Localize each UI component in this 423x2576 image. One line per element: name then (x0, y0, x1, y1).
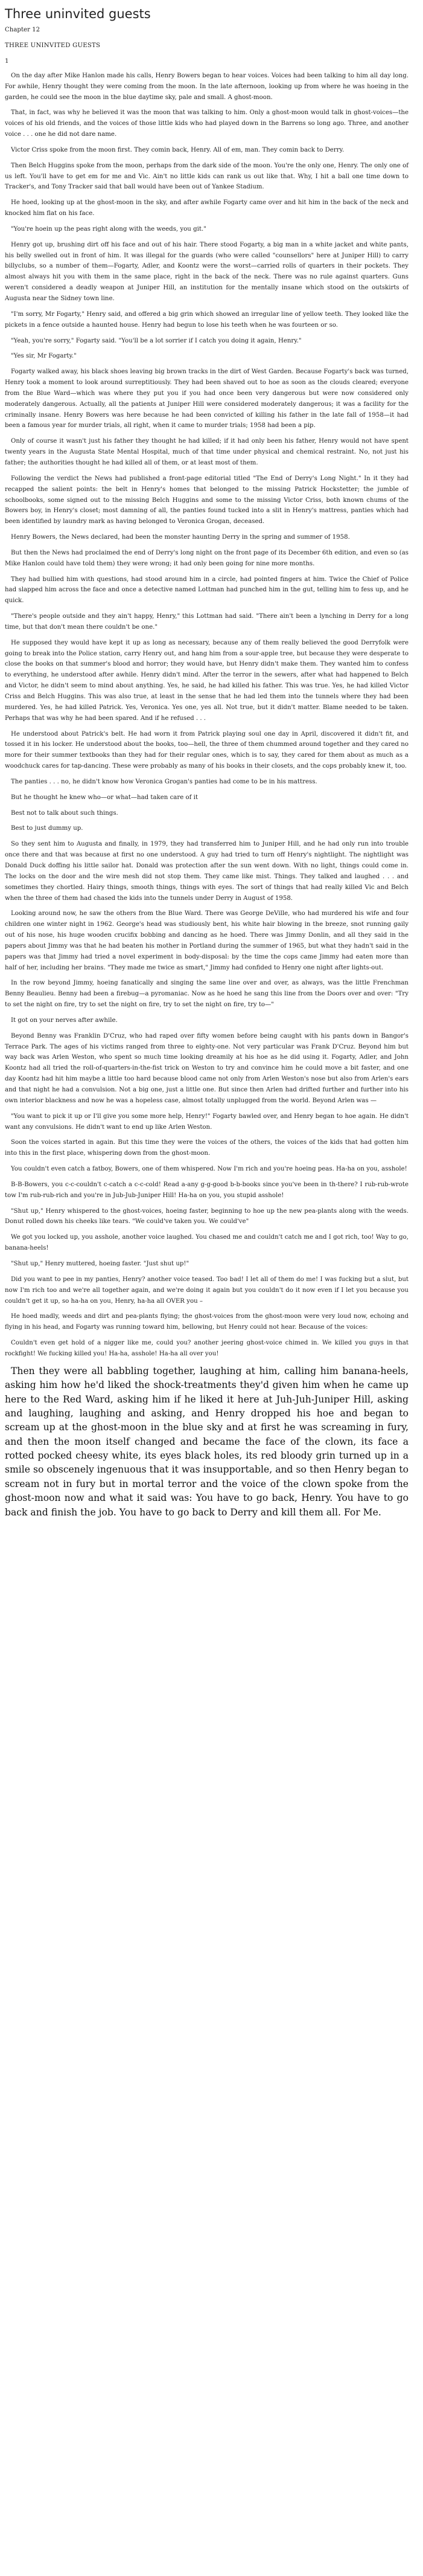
paragraph: "I'm sorry, Mr Fogarty," Henry said, and offered a big grin which showed an irregular line of yellow teeth. They looked like the pickets in a fence outside a haunted house. Henry had begun to lose his teeth when he was fourteen or so. (5, 310, 409, 329)
paragraph: But then the News had proclaimed the end of Derry's long night on the front page of its December 6th edition, and even so (as Mike Hanlon could have told them) they were wrong; it had only been going for nine more months. (5, 549, 409, 567)
paragraph: Following the verdict the News had published a front-page editorial titled "The End of Derry's Long Night." In it they had recapped the salient points: the belt in Henry's homes that belonged to the missing Patrick Hockstetter; the jumble of schoolbooks, some signed out to the missing Belch Huggins and some to the missing Victor Criss, both known chums of the Bowers boy, in Henry's closet; most damning of all, the panties found tucked into a slit in Henry's mattress, panties which had been identified by laundry mark as having belonged to Veronica Grogan, deceased. (5, 475, 409, 525)
paragraph: Fogarty walked away, his black shoes leaving big brown tracks in the dirt of West Garden. Because Fogarty's back was turned, Henry took a moment to look around surreptitiously. They had been shaved out to hoe as soon as the clouds cleared; everyone from the Blue Ward—which was where they put you if you had once been very dangerous but were now considered only moderately dangerous. Actually, all the patients at Juniper Hill were considered moderately dangerous; it was a facility for the criminally insane. Henry Bowers was here because he had been convicted of killing his father in the late fall of 1958—it had been a famous year for murder trials, all right, when it came to murder trials; 1958 had been a pip. (5, 368, 409, 429)
paragraph: But he thought he knew who—or what—had taken care of it (11, 794, 198, 801)
paragraph: Soon the voices started in again. But this time they were the voices of the others, the voices of the kids that had gotten him into this in the first place, whispering down from the ghost-moon. (5, 1139, 409, 1157)
chapter-label: Chapter 12 (5, 27, 40, 34)
paragraph: B-B-Bowers, you c-c-couldn't c-catch a c-c-cold! Read a-any g-g-good b-b-books since you've been in th-there? I rub-rub-wrote tow I'm rub-rub-rich and you're in Jub-Jub-Juniper Hill! Ha-ha on you, you stupid asshole! (5, 1181, 409, 1199)
paragraph: "Shut up," Henry muttered, hoeing faster. "Just shut up!" (11, 1260, 189, 1267)
page-title: Three uninvited guests (5, 7, 151, 21)
paragraph: He hoed madly, weeds and dirt and pea-plants flying; the ghost-voices from the ghost-moon were very loud now, echoing and flying in his head, and Fogarty was running toward him, bellowing, but Henry could not hear. Because of the voices: (5, 1313, 409, 1331)
final-paragraph: Then they were all babbling together, laughing at him, calling him banana-heels, asking him how he'd liked the shock-treatments they'd given him when he came up here to the Red Ward, asking him if he liked it here at Juh-Juh-Juniper Hill, asking and laughing, laughing and asking, and Henry dropped his hoe and began to scream up at the ghost-moon in the blue sky and at first he was screaming in fury, and then the moon itself changed and became the face of the clown, its face a rotted pocked cheesy white, its eyes black holes, its red bloody grin turned up in a smile so obscenely ingenuous that it was insupportable, and so then Henry began to scream not in fury but in mortal terror and the voice of the clown spoke from the ghost-moon now and what it said was: You have to go back, Henry. You have to go back and finish the job. You have to go back to Derry and kill them all. For Me. (5, 1365, 409, 1518)
paragraph: Looking around now, he saw the others from the Blue Ward. There was George DeVille, who had murdered his wife and four children one winter night in 1962. George's head was studiously bent, his white hair blowing in the breeze, snot running gaily out of his nose, his huge wooden crucifix bobbing and dancing as he hoed. There was Jimmy Donlin, and all they said in the papers about Jimmy was that he had beaten his mother in Portland during the summer of 1965, but what they hadn't said in the papers was that Jimmy had tried a novel experiment in body-disposal: by the time the cops came Jimmy had eaten more than half of her, including her brains. "They made me twice as smart," Jimmy had confided to Henry one night after lights-out. (5, 910, 409, 971)
paragraph: Best to just dummy up. (11, 825, 83, 832)
paragraph: They had bullied him with questions, had stood around him in a circle, had pointed fingers at him. Twice the Chief of Police had slapped him across the face and once a detective named Lottman had punched him in the gut, telling him to fess up, and he quick. (5, 576, 409, 605)
paragraph: Henry Bowers, the News declared, had been the monster haunting Derry in the spring and summer of 1958. (11, 534, 350, 541)
section-number: 1 (5, 57, 9, 65)
paragraph: "You want to pick it up or I'll give you some more help, Henry!" Fogarty bawled over, and Henry began to hoe again. He didn't want any convulsions. He didn't want to end up like Arlen Weston. (5, 1113, 409, 1131)
paragraph: Did you want to pee in my panties, Henry? another voice teased. Too bad! I let all of them do me! I was fucking but a slut, but now I'm rich too and we're all together again, and we're doing it again but you couldn't do it now even if I let you because you couldn't get it up, so ha-ha on you, Henry, ha-ha all OVER you – (5, 1276, 409, 1305)
paragraph: "There's people outside and they ain't happy, Henry," this Lottman had said. "There ain't been a lynching in Derry for a long time, but that don't mean there couldn't be one." (5, 613, 409, 631)
chapter-subheading: THREE UNINVITED GUESTS (5, 42, 101, 50)
paragraph: So they sent him to Augusta and finally, in 1979, they had transferred him to Juniper Hill, and he had only run into trouble once there and that was because at first no one understood. A guy had tried to turn off Henry's nightlight. The nightlight was Donald Duck doffing his little sailor hat. Donald was protection after the sun went down. With no light, things could come in. The locks on the door and the wire mesh did not stop them. They came like mist. Things. They talked and laughed . . . and sometimes they chortled. Hairy things, smooth things, things with eyes. The sort of things that had really killed Vic and Belch when the three of them had chased the kids into the tunnels under Derry in August of 1958. (5, 841, 409, 902)
paragraph: Henry got up, brushing dirt off his face and out of his hair. There stood Fogarty, a big man in a white jacket and white pants, his belly swelled out in front of him. It was illegal for the guards (who were called "counsellors" here at Juniper Hill) to carry billyclubs, so a number of them—Fogarty, Adler, and Koontz were the worst—carried rolls of quarters in their pockets. They almost always hit you with them in the same place, right in the back of the neck. There was no rule against quarters. Guns weren't considered a deadly weapon at Juniper Hill, an institution for the mentally insane which stood on the outskirts of Augusta near the Sidney town line. (5, 241, 409, 303)
paragraph: That, in fact, was why he believed it was the moon that was talking to him. Only a ghost-moon would talk in ghost-voices—the voices of his old friends, and the voices of those little kids who had played down in the Barrens so long ago. Three, and another voice . . . one he did not dare name. (5, 109, 409, 138)
paragraph: Only of course it wasn't just his father they thought he had killed; if it had only been his father, Henry would not have spent twenty years in the Augusta State Mental Hospital, much of that time under physical and chemical restraint. No, not just his father; the authorities thought he had killed all of them, or at least most of them. (5, 438, 409, 466)
body-text (5, 71, 409, 1360)
paragraph: He hoed, looking up at the ghost-moon in the sky, and after awhile Fogarty came over and hit him in the back of the neck and knocked him flat on his face. (5, 199, 409, 217)
paragraph: "Shut up," Henry whispered to the ghost-voices, hoeing faster, beginning to hoe up the new pea-plants along with the weeds. Donut rolled down his cheeks like tears. "We could've taken you. We could've" (5, 1207, 409, 1225)
paragraph: "You're hoein up the peas right along with the weeds, you git." (11, 225, 206, 233)
paragraph: He supposed they would have kept it up as long as necessary, because any of them really believed the good Derryfolk were going to break into the Police station, carry Henry out, and hang him from a sour-apple tree, but because they were desperate to close the books on that summer's blood and horror; they would have, but Henry didn't make them. They wanted him to confess to everything, he understood after awhile. Henry didn't mind. After the terror in the sewers, after what had happened to Belch and Victor, he didn't seem to mind about anything. Yes, he said, he had killed his father. This was true. Yes, he had killed Victor Criss and Belch Huggins. This was also true, at least in the sense that he had led them into the tunnels where they had been murdered. Yes, he had killed Patrick. Yes, Veronica. Yes one, yes all. Not true, but it didn't matter. Blame needed to be taken. Perhaps that was why he had been spared. And if he refused . . . (5, 639, 409, 722)
paragraph: In the row beyond Jimmy, hoeing fanatically and singing the same line over and over, as always, was the little Frenchman Benny Beaulieu. Benny had been a firebug—a pyromaniac. Now as he hoed he sang this line from the Doors over and over: "Try to set the night on fire, try to set the night on fire, try to set the night on fire, try to—" (5, 980, 409, 1009)
paragraph: Best not to talk about such things. (11, 809, 118, 817)
paragraph: Couldn't even get hold of a nigger like me, could you? another jeering ghost-voice chimed in. We killed you guys in that rockfight! We fucking killed you! Ha-ha, asshole! Ha-ha all over you! (5, 1340, 409, 1357)
paragraph: Victor Criss spoke from the moon first. They comin back, Henry. All of em, man. They comin back to Derry. (11, 146, 345, 153)
paragraph: Beyond Benny was Franklin D'Cruz, who had raped over fifty women before being caught with his pants down in Bangor's Terrace Park. The ages of his victims ranged from three to eighty-one. Not very particular was Frank D'Cruz. Beyond him but way back was Arlen Weston, who spent so much time looking dreamily at his hoe as he did using it. Fogarty, Adler, and John Koontz had all tried the roll-of-quarters-in-the-fist trick on Weston to try and convince him he could move a bit faster, and one day Koontz had hit him maybe a little too hard because blood came not only from Arlen Weston's nose but also from Arlen's ears and that night he had a convulsion. Not a big one, just a little one. But since then Arlen had drifted further and further into his own interior blackness and now he was a hopeless case, almost totally unplugged from the world. Beyond Arlen was — (5, 1032, 409, 1104)
paragraph: "Yes sir, Mr Fogarty." (11, 353, 77, 360)
paragraph: We got you locked up, you asshole, another voice laughed. You chased me and couldn't catch me and I got rich, too! Way to go, banana-heels! (5, 1234, 409, 1252)
paragraph: On the day after Mike Hanlon made his calls, Henry Bowers began to hear voices. Voices had been talking to him all day long. For awhile, Henry thought they were coming from the moon. In the late afternoon, looking up from where he was hoeing in the garden, he could see the moon in the blue daytime sky, pale and small. A ghost-moon. (5, 72, 409, 101)
paragraph: It got on your nerves after awhile. (11, 1017, 118, 1024)
paragraph: You couldn't even catch a fatboy, Bowers, one of them whispered. Now I'm rich and you're hoeing peas. Ha-ha on you, asshole! (11, 1166, 407, 1173)
paragraph: He understood about Patrick's belt. He had worn it from Patrick playing soul one day in April, discovered it didn't fit, and tossed it in his locker. He understood about the books, too—hell, the three of them chummed around together and they cared no more for their summer textbooks than they had for their regular ones, which is to say, they cared for them about as much as a woodchuck cares for tap-dancing. These were probably as many of his books in their closets, and the cops probably knew it, too. (5, 730, 409, 770)
paragraph: Then Belch Huggins spoke from the moon, perhaps from the dark side of the moon. You're the only one, Henry. The only one of us left. You'll have to get em for me and Vic. Ain't no little kids can rank us out like that. Why, I hit a ball one time down to Tracker's, and Tony Tracker said that ball would have been out of Yankee Stadium. (5, 162, 409, 191)
paragraph: The panties . . . no, he didn't know how Veronica Grogan's panties had come to be in his mattress. (11, 778, 317, 785)
paragraph: "Yeah, you're sorry," Fogarty said. "You'll be a lot sorrier if I catch you doing it again, Henry." (11, 337, 302, 344)
